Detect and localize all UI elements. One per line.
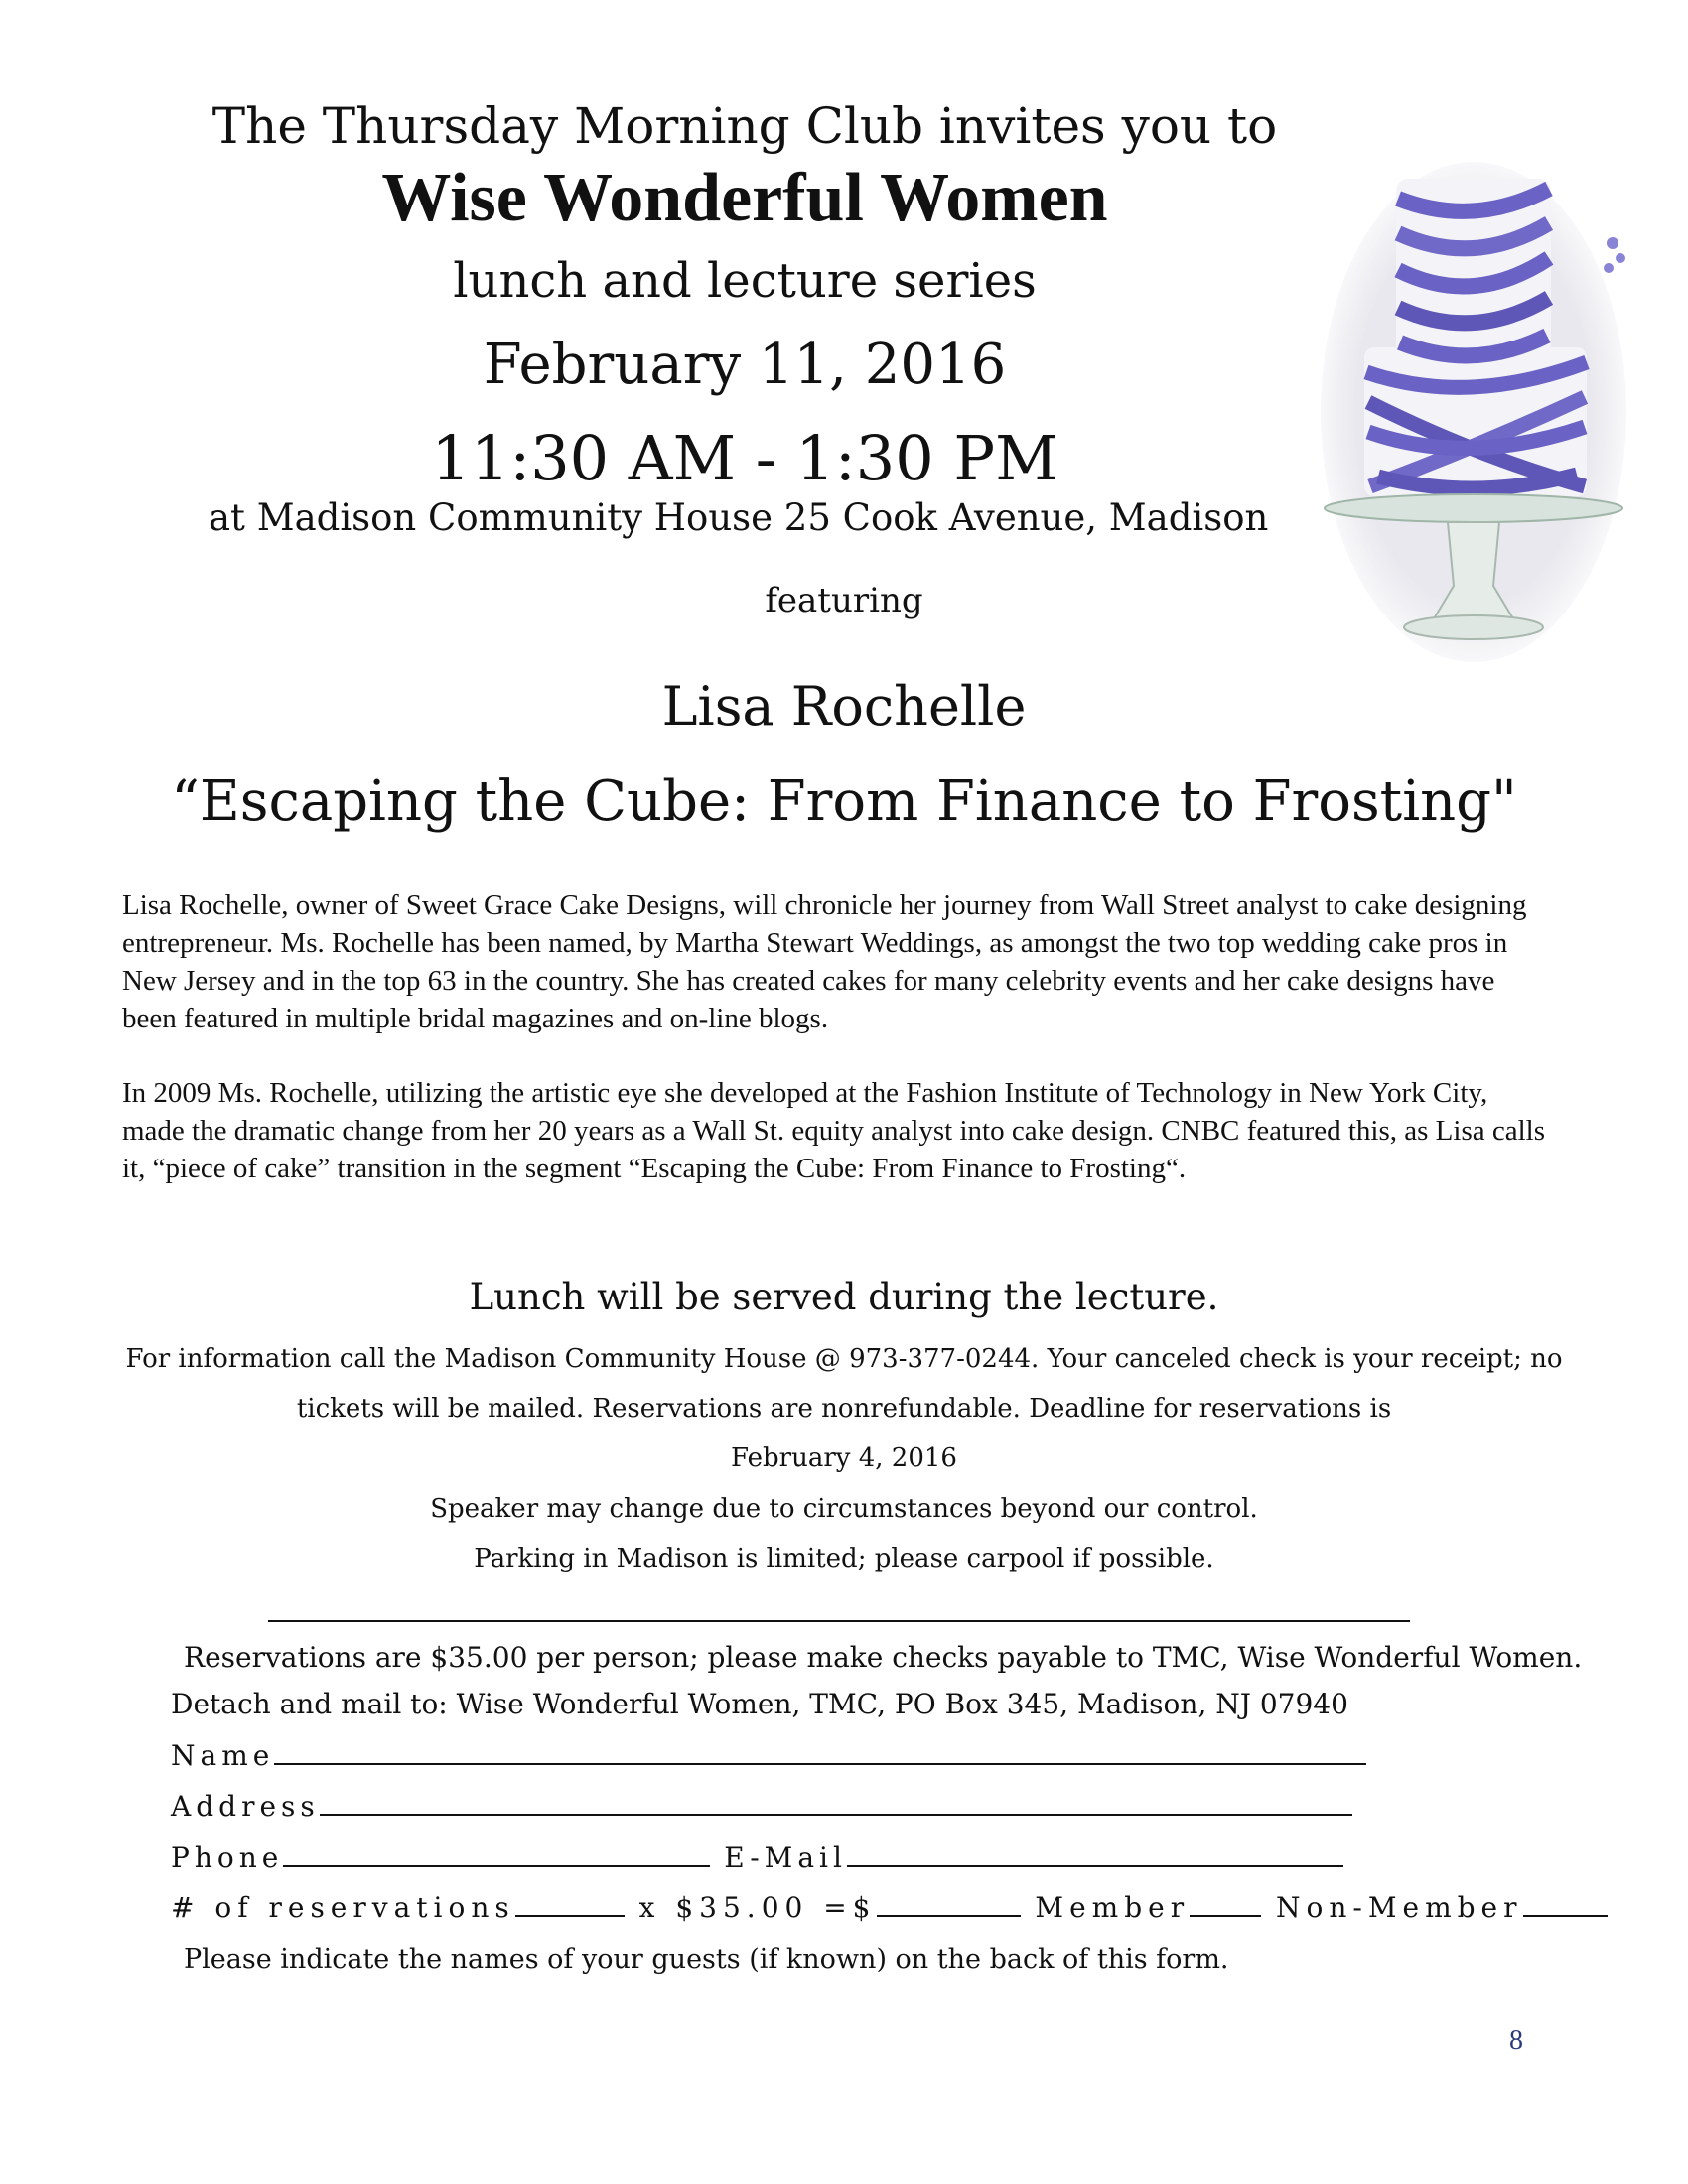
cake-image — [1319, 159, 1628, 665]
reservations-label: # of reservations — [171, 1891, 515, 1924]
speaker-name: Lisa Rochelle — [661, 675, 1027, 738]
invite-line: The Thursday Morning Club invites you to — [211, 97, 1278, 155]
member-label: Member — [1035, 1891, 1191, 1924]
name-field[interactable] — [274, 1739, 1366, 1765]
reservations-count-field[interactable] — [515, 1891, 625, 1917]
name-label: Name — [171, 1739, 275, 1772]
reservations-row — [171, 1891, 1608, 1924]
event-time: 11:30 AM - 1:30 PM — [431, 422, 1058, 494]
phone-label: Phone — [171, 1842, 284, 1874]
event-date: February 11, 2016 — [483, 333, 1007, 397]
cake-stand-plate — [1325, 494, 1622, 522]
lunch-note: Lunch will be served during the lecture. — [469, 1276, 1219, 1318]
detach-divider — [268, 1620, 1410, 1622]
email-label: E-Mail — [724, 1842, 847, 1874]
nonmember-label: Non-Member — [1275, 1891, 1523, 1924]
name-row — [171, 1739, 1366, 1772]
address-field[interactable] — [320, 1790, 1352, 1816]
info-line-4: Speaker may change due to circumstances beyond our control. — [430, 1494, 1258, 1524]
venue: at Madison Community House 25 Cook Avenue, Madison — [209, 496, 1269, 539]
total-field[interactable] — [877, 1891, 1021, 1917]
featuring-label: featuring — [765, 581, 923, 620]
paragraph-1: Lisa Rochelle, owner of Sweet Grace Cake Designs, will chronicle her journey from Wall Street analyst to cake designing entrepreneur. Ms. Rochelle has been named, by Martha Stewart Weddings, as amongst the two top wedding cake pros in New Jersey and in the top 63 in the country. She has created cakes for many celebrity events and her cake designs have been featured in multiple bridal magazines and on-line blogs. — [122, 889, 1527, 1034]
cake-stray-pearls — [1604, 237, 1625, 273]
nonmember-field[interactable] — [1523, 1891, 1608, 1917]
price-line: Reservations are $35.00 per person; please make checks payable to TMC, Wise Wonderful Women. — [184, 1641, 1583, 1674]
info-line-5: Parking in Madison is limited; please carpool if possible. — [474, 1544, 1214, 1573]
address-row — [171, 1790, 1352, 1823]
info-line-3: February 4, 2016 — [731, 1443, 957, 1473]
email-field[interactable] — [847, 1842, 1343, 1867]
price-multiplier: x $35.00 =$ — [638, 1891, 877, 1924]
info-line-1: For information call the Madison Community House @ 973-377-0244. Your canceled check is your receipt; no — [125, 1344, 1563, 1374]
contact-row — [171, 1842, 1343, 1874]
talk-title: “Escaping the Cube: From Finance to Frosting" — [171, 769, 1517, 834]
guests-note: Please indicate the names of your guests (if known) on the back of this form. — [184, 1944, 1229, 1975]
cake-stand-base — [1404, 615, 1543, 639]
paragraph-2: In 2009 Ms. Rochelle, utilizing the artistic eye she developed at the Fashion Institute of Technology in New York City, made the dramatic change from her 20 years as a Wall St. equity analyst into cake design. CNBC featured this, as Lisa calls it, “piece of cake” transition in the segment “Escaping the Cube: From Finance to Frosting“. — [122, 1077, 1546, 1184]
mail-line: Detach and mail to: Wise Wonderful Women, TMC, PO Box 345, Madison, NJ 07940 — [171, 1688, 1348, 1720]
address-label: Address — [171, 1790, 320, 1823]
event-title: Wise Wonderful Women — [381, 160, 1108, 236]
info-line-2: tickets will be mailed. Reservations are nonrefundable. Deadline for reservations is — [296, 1394, 1392, 1424]
member-field[interactable] — [1190, 1891, 1261, 1917]
page-number: 8 — [1509, 2025, 1523, 2056]
series-line: lunch and lecture series — [453, 253, 1037, 309]
phone-field[interactable] — [283, 1842, 710, 1867]
